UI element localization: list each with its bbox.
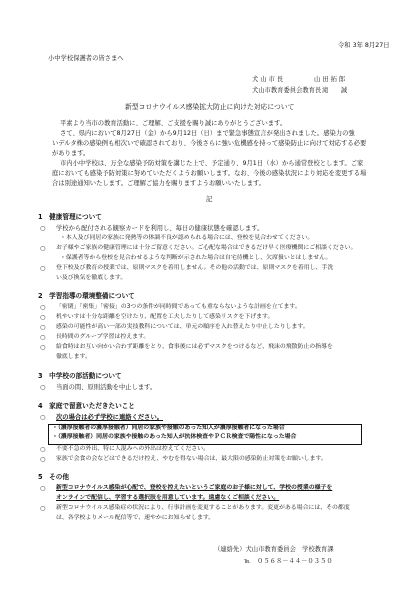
section-line: 学校から配付される観察カードを利用し、毎日の健康状態を確認します。: [56, 225, 264, 232]
section-heading: 2 学習指導の環境整備について: [38, 292, 135, 300]
intro-line: 合は別途通知いたします。ご理解ご協力を賜りますようお願いいたします。: [52, 180, 266, 187]
section-line: オンラインで配信し、学習する選択肢を用意しています。遠慮なくご相談ください。: [56, 495, 280, 501]
bullet-mark: ○: [40, 225, 46, 232]
section-line: ・本人及び同居の家族に発熱等の体調不良が認められる場合には、登校を見合わせてください。: [60, 235, 314, 241]
sender-name-2: 滝 誠: [322, 87, 348, 94]
section-line: お子様やご家族の健康管理には十分ご留意ください。ご心配な場合はできるだけ早く医療機関にご相談ください。: [56, 245, 357, 251]
section-line: 次の場合は必ず学校に連絡ください。: [56, 414, 164, 421]
sender-org-1: 犬 山 市 長: [252, 76, 284, 83]
section-line: 給食時はお互い向かい合わず距離をとり、食事後には必ずマスクをつけるなど、飛沫の飛散防止の指導を: [56, 344, 333, 350]
bullet-mark: ○: [40, 485, 46, 492]
intro-line: 市内小中学校は、万全な感染予防対策を講じた上で、予定通り、9月1日（水）から通常登校とします。ご家: [60, 160, 364, 167]
section-line: い及び換気を徹底します。: [56, 275, 127, 281]
bullet-mark: ○: [40, 384, 46, 391]
bullet-mark: ○: [40, 324, 46, 331]
recipient: 小中学校保護者の皆さまへ: [48, 55, 124, 62]
section-line: は、各学校よりメール配信等で、速やかにお知らせします。: [56, 515, 215, 521]
bullet-mark: ○: [40, 245, 46, 252]
bullet-mark: ○: [40, 414, 46, 421]
section-line: 新型コロナウイルス感染が心配で、登校を控えたいというご家庭のお子様に対して、学校の授業の様子を: [56, 485, 333, 491]
section-line: 感染の可能性が高い一部の実技教科については、単元の順序を入れ替えたり中止したりします。: [56, 324, 309, 330]
section-line: 「密閉」「密集」「密接」の3つの条件が同時間であっても重ならないような計画を立てます。: [56, 304, 301, 310]
section-line: 新型コロナウイルス感染症の状況により、行事計画を変更することがあります。変更がある場合には、その都度: [56, 505, 350, 511]
section-line: 机やいすは十分な距離を空けたり、配置を工夫したりして感染リスクを下げます。: [56, 314, 274, 320]
section-heading: 5 その他: [38, 473, 69, 481]
section-heading: 3 中学校の部活動について: [38, 372, 122, 380]
bullet-mark: ○: [40, 334, 46, 341]
bullet-mark: ○: [40, 456, 46, 463]
intro-line: 平素より当市の教育活動に、ご理解、ご支援を賜り誠にありがとうございます。: [60, 120, 287, 127]
bullet-mark: ○: [40, 304, 46, 311]
section-line: 長時間のグループ学習は控えます。: [56, 334, 150, 340]
section-line: 当面の間、原則活動を中止します。: [56, 384, 157, 391]
section-line: 徹底します。: [56, 354, 91, 360]
bullet-mark: ○: [40, 265, 46, 272]
contact-info: （連絡先）犬山市教育委員会 学校教育課: [214, 546, 334, 553]
bullet-mark: ○: [40, 505, 46, 512]
document-title: 新型コロナウイルス感染拡大防止に向けた対応について: [125, 103, 295, 111]
section-line: ・（濃厚接触者の濃厚接触者）同居の家族や接触のあった知人が濃厚接触者になった場合: [52, 425, 285, 431]
section-line: 家族で会食の会などはできるだけ控え、やむを得ない場合は、最大限の感染防止対策をお願いします。: [56, 456, 327, 462]
section-heading: 1 健康管理について: [38, 213, 102, 221]
intro-line: があります。: [52, 150, 90, 157]
intro-line: いデルタ株の感染例も相次いで確認されており、今後さらに強い危機感を持って感染防止に向けて対応する必要: [52, 140, 367, 147]
section-line: ・（濃厚接触者）同居の家族や接触のあった知人が抗体検査やＰＣＲ検査で陽性になった場合: [52, 434, 297, 440]
section-line: ・保護者等から登校を見合わせるような判断が示された場合は自宅待機とし、欠席扱いとはしません。: [60, 255, 332, 261]
sender-org-2: 犬山市教育委員会教育長: [252, 87, 322, 94]
contact-phone: ℡ ０５６８－４４－０３５０: [244, 558, 333, 565]
section-line: 登下校及び教育の授業では、原則マスクを着用しません。その他の活動では、原則マスクを着用し、手洗: [56, 265, 334, 271]
intro-line: さて、県内において8月27日（金）から9月12日（日）まで緊急事態宣言が発出されました。感染力の強: [60, 130, 355, 137]
sender-name-1: 山 田 拓 郎: [314, 76, 346, 83]
ki-mark: 記: [206, 196, 213, 203]
date: 令和 3年 8月27日: [338, 42, 390, 49]
intro-line: 庭においても感染予防対策に努めていただくようお願いします。なお、今後の感染状況により対応を変更する場: [52, 170, 367, 177]
section-heading: 4 家庭で留意いただきたいこと: [38, 402, 135, 410]
bullet-mark: ○: [40, 344, 46, 351]
section-line: 不要不急の外出、特に人混みへの外出は控えてください。: [56, 446, 210, 452]
bullet-mark: ○: [40, 446, 46, 453]
bullet-mark: ○: [40, 314, 46, 321]
